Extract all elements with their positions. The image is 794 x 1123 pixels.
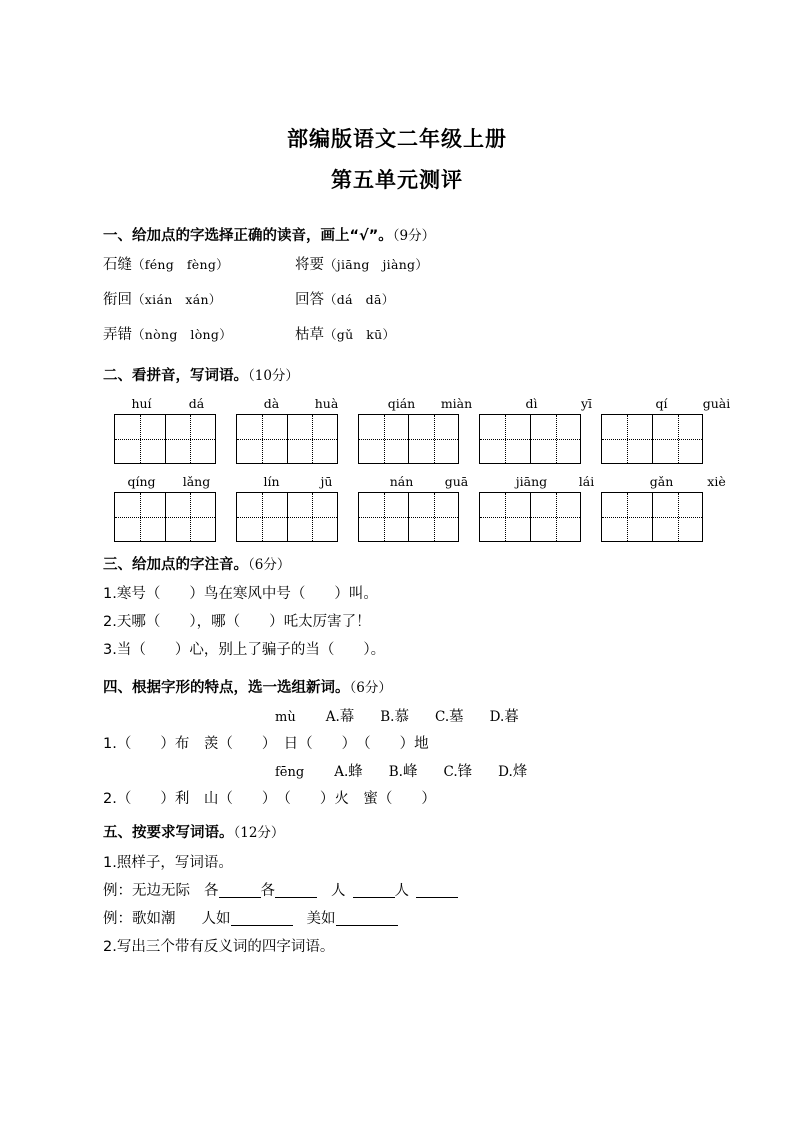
pinyin-syllable: dà <box>263 395 280 411</box>
pinyin-syllable: jū <box>320 473 333 489</box>
pinyin-group <box>634 474 744 489</box>
tianzige-group[interactable] <box>479 492 581 542</box>
section-1-item-1-left[interactable] <box>103 255 295 276</box>
option-label: B. <box>380 709 395 726</box>
pinyin-choices[interactable]: （jiāng jiàng） <box>324 257 429 273</box>
pinyin-group <box>114 396 224 411</box>
section-5-sub-1: 1.照样子，写词语。 <box>103 854 233 871</box>
pattern-char: 人 <box>394 882 409 899</box>
option-label: C. <box>443 764 458 781</box>
section-3 <box>103 555 703 661</box>
pinyin-syllable: qián <box>387 395 416 411</box>
section-5 <box>103 823 703 957</box>
option-label: C. <box>434 709 450 726</box>
section-1-item-3-left[interactable] <box>103 325 295 346</box>
tianzige-group[interactable] <box>601 492 703 542</box>
pinyin-group <box>634 396 744 411</box>
pinyin-group <box>374 474 484 489</box>
pattern-char: 人 <box>331 882 346 899</box>
tianzige-row-2 <box>114 492 703 542</box>
section-3-heading-text: 三、给加点的字注音。 <box>103 556 248 573</box>
word: 将要 <box>295 257 324 274</box>
tianzige-cell[interactable] <box>237 415 287 463</box>
option-pinyin: fēng <box>275 765 305 781</box>
tianzige-group[interactable] <box>114 414 216 464</box>
pattern-char: 各 <box>204 882 219 899</box>
section-2-heading <box>103 366 703 386</box>
tianzige-cell[interactable] <box>165 493 215 541</box>
tianzige-cell[interactable] <box>287 493 337 541</box>
section-1-item-row <box>103 255 703 283</box>
pinyin-syllable: guài <box>702 395 731 411</box>
example-prefix: 例：歌如潮 <box>103 910 176 927</box>
pinyin-choices[interactable]: （gǔ kū） <box>324 327 396 343</box>
pinyin-syllable: nán <box>389 473 414 489</box>
option-pinyin: mù <box>275 710 296 726</box>
option-c[interactable] <box>435 709 464 725</box>
section-5-example-2[interactable] <box>103 909 703 930</box>
tianzige-cell[interactable] <box>480 493 530 541</box>
section-1-item-row <box>103 325 703 353</box>
section-1-item-2-left[interactable] <box>103 290 295 311</box>
answer-blank[interactable] <box>416 897 458 898</box>
example-prefix: 例：无边无际 <box>103 882 190 899</box>
option-label: A. <box>334 764 349 781</box>
section-3-line-2[interactable]: 2.天哪（ ），哪（ ）吒太厉害了！ <box>103 613 371 630</box>
section-4-options-feng <box>103 762 703 783</box>
option-label: D. <box>498 764 513 781</box>
section-4-heading-text: 四、根据字形的特点，选一选组新词。 <box>103 679 350 696</box>
pinyin-syllable: yī <box>580 395 593 411</box>
pattern-char: 人如 <box>201 910 231 927</box>
tianzige-cell[interactable] <box>115 415 165 463</box>
tianzige-group[interactable] <box>601 414 703 464</box>
section-1-item-3-right[interactable] <box>295 325 395 346</box>
tianzige-group[interactable] <box>358 492 460 542</box>
tianzige-cell[interactable] <box>480 415 530 463</box>
pinyin-syllable: xiè <box>707 473 726 489</box>
section-4 <box>103 678 703 810</box>
section-1-item-1-right[interactable] <box>295 255 428 276</box>
tianzige-group[interactable] <box>479 414 581 464</box>
section-1-item-2-right[interactable] <box>295 290 395 311</box>
pinyin-row-2 <box>114 473 726 489</box>
option-label: B. <box>388 764 403 781</box>
section-5-sub-2: 2.写出三个带有反义词的四字词语。 <box>103 938 335 955</box>
tianzige-row-1 <box>114 414 703 464</box>
pinyin-row-1 <box>114 395 731 411</box>
pinyin-syllable: lái <box>578 473 595 489</box>
option-d[interactable] <box>498 764 527 780</box>
pinyin-group <box>244 474 354 489</box>
writing-grid-row-1 <box>114 395 731 464</box>
pinyin-syllable: guā <box>444 473 469 489</box>
pinyin-syllable: dá <box>188 395 205 411</box>
tianzige-cell[interactable] <box>165 415 215 463</box>
section-3-line-1[interactable]: 1.寒号（ ）鸟在寒风中号（ ）叫。 <box>103 585 378 602</box>
tianzige-cell[interactable] <box>602 415 652 463</box>
word: 回答 <box>295 292 324 309</box>
tianzige-cell[interactable] <box>359 493 409 541</box>
tianzige-cell[interactable] <box>530 493 580 541</box>
pinyin-syllable: huà <box>314 395 339 411</box>
pinyin-choices[interactable]: （dá dā） <box>324 292 395 308</box>
tianzige-cell[interactable] <box>408 415 458 463</box>
tianzige-group[interactable] <box>236 492 338 542</box>
pinyin-syllable: gǎn <box>649 473 674 489</box>
word: 衔回 <box>103 292 132 309</box>
section-2-score: （10分） <box>248 368 299 385</box>
tianzige-group[interactable] <box>358 414 460 464</box>
tianzige-group[interactable] <box>114 492 216 542</box>
pinyin-syllable: jiāng <box>515 473 548 489</box>
document-title-line2: 第五单元测评 <box>331 168 463 192</box>
section-2-heading-text: 二、看拼音，写词语。 <box>103 368 248 385</box>
section-4-question-1[interactable]: 1.（ ）布 羡（ ） 日（ ） （ ）地 <box>103 736 429 753</box>
tianzige-cell[interactable] <box>359 415 409 463</box>
section-1-item-row <box>103 290 703 318</box>
word: 石缝 <box>103 257 132 274</box>
pattern-char: 美如 <box>306 910 336 927</box>
answer-blank[interactable] <box>231 925 293 926</box>
section-5-heading <box>103 823 703 843</box>
section-3-line-3[interactable]: 3.当（ ）心，别上了骗子的当（ ）。 <box>103 641 386 658</box>
pattern-char: 各 <box>260 882 275 899</box>
section-3-heading <box>103 555 703 575</box>
tianzige-cell[interactable] <box>408 493 458 541</box>
section-2 <box>103 366 731 541</box>
tianzige-cell[interactable] <box>652 415 702 463</box>
option-char: 蜂 <box>348 764 363 781</box>
pinyin-choices[interactable]: （nòng lòng） <box>132 327 233 343</box>
pinyin-group <box>374 396 484 411</box>
option-char: 幕 <box>339 709 355 726</box>
pinyin-group <box>114 474 224 489</box>
pinyin-choices[interactable]: （féng fèng） <box>132 257 229 273</box>
option-label: A. <box>325 709 340 726</box>
section-1 <box>103 226 703 353</box>
option-a[interactable] <box>334 764 363 780</box>
tianzige-cell[interactable] <box>652 493 702 541</box>
tianzige-cell[interactable] <box>287 415 337 463</box>
document-title-line1: 部编版语文二年级上册 <box>287 127 507 151</box>
section-3-score: （6分） <box>248 556 291 573</box>
option-char: 峰 <box>402 764 418 781</box>
section-5-score: （12分） <box>233 825 285 842</box>
pinyin-syllable: huí <box>131 395 152 411</box>
section-1-heading-text: 一、给加点的字选择正确的读音，画上“√”。 <box>103 228 393 244</box>
pinyin-syllable: qíng <box>127 473 156 489</box>
tianzige-cell[interactable] <box>237 493 287 541</box>
pinyin-syllable: lín <box>263 473 280 489</box>
pinyin-group <box>504 396 614 411</box>
worksheet-content <box>103 226 731 965</box>
word: 弄错 <box>103 327 132 344</box>
tianzige-cell[interactable] <box>115 493 165 541</box>
option-b[interactable] <box>380 709 409 725</box>
tianzige-cell[interactable] <box>602 493 652 541</box>
section-4-question-2[interactable]: 2.（ ）利 山（ ） （ ）火 蜜（ ） <box>103 791 436 808</box>
answer-blank[interactable] <box>275 897 317 898</box>
section-4-options-mu <box>103 707 703 728</box>
pinyin-syllable: dì <box>525 395 538 411</box>
option-char: 暮 <box>504 709 519 726</box>
section-5-heading-text: 五、按要求写词语。 <box>103 825 234 842</box>
answer-blank[interactable] <box>219 897 261 898</box>
tianzige-cell[interactable] <box>530 415 580 463</box>
pinyin-syllable: miàn <box>440 395 473 411</box>
writing-grid-row-2 <box>114 473 726 542</box>
pinyin-syllable: lǎng <box>182 473 211 489</box>
section-4-heading <box>103 678 703 698</box>
option-c[interactable] <box>443 764 472 780</box>
section-1-heading <box>103 226 703 246</box>
option-char: 墓 <box>449 709 464 726</box>
option-b[interactable] <box>389 764 418 780</box>
section-1-score: （9分） <box>392 228 436 244</box>
answer-blank[interactable] <box>353 897 395 898</box>
option-label: D. <box>489 709 505 726</box>
option-d[interactable] <box>490 709 519 725</box>
pinyin-choices[interactable]: （xián xán） <box>132 292 222 308</box>
word: 枯草 <box>295 327 324 344</box>
section-4-score: （6分） <box>349 679 392 696</box>
option-char: 锋 <box>457 764 473 781</box>
pinyin-group <box>504 474 614 489</box>
pinyin-group <box>244 396 354 411</box>
pinyin-syllable: qí <box>655 395 668 411</box>
option-char: 烽 <box>512 764 528 781</box>
section-5-example-1[interactable] <box>103 881 703 902</box>
option-a[interactable] <box>326 709 355 725</box>
option-char: 慕 <box>394 709 409 726</box>
tianzige-group[interactable] <box>236 414 338 464</box>
answer-blank[interactable] <box>336 925 398 926</box>
